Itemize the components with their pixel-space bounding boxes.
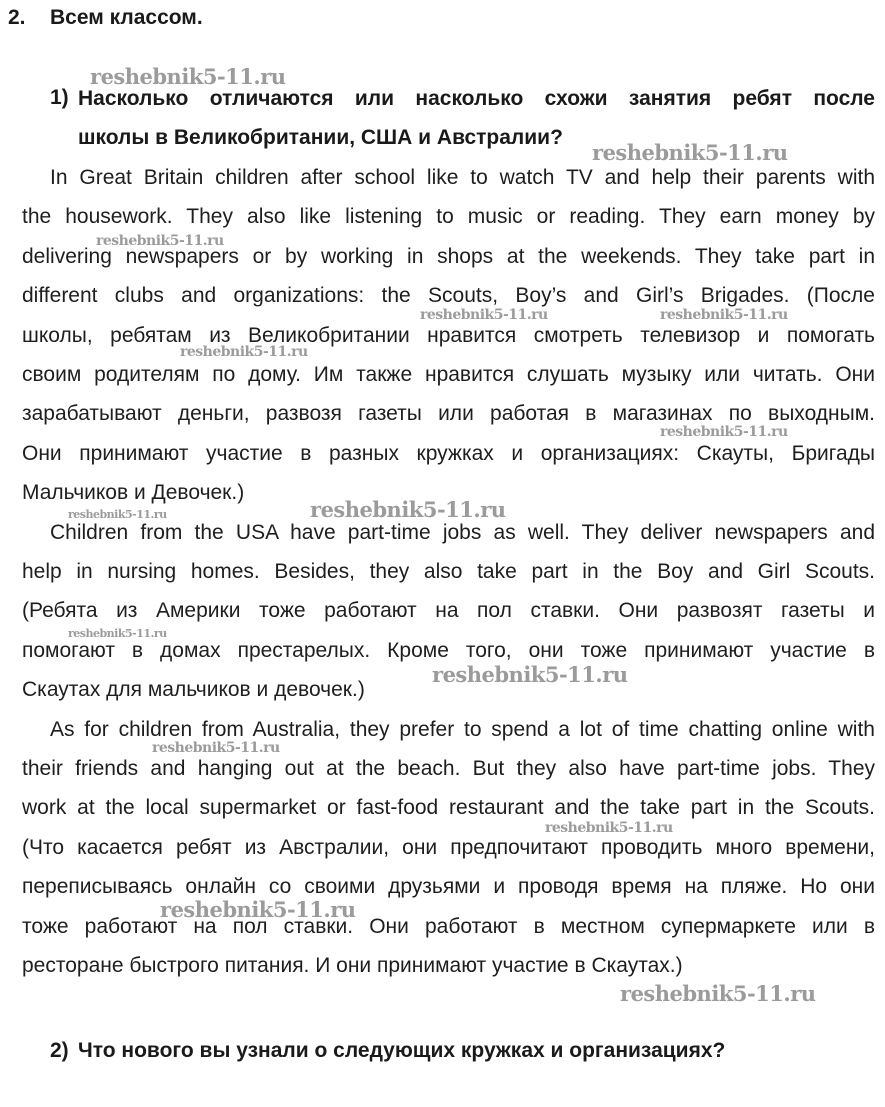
question-1-number: 1) — [50, 86, 69, 109]
watermark-logo: reshebnik5-11.ru — [160, 897, 356, 922]
paragraph-line: their friends and hanging out at the beach. But they also have part-time jobs. They — [22, 757, 875, 780]
paragraph-line: Скаутах для мальчиков и девочек.) — [22, 678, 365, 701]
watermark-logo: reshebnik5-11.ru — [96, 233, 224, 249]
paragraph-line: different clubs and organizations: the Scouts, Boy’s and Girl’s Brigades. (После — [22, 284, 875, 307]
paragraph-line: (Ребята из Америки тоже работают на пол ставки. Они развозят газеты и — [22, 599, 875, 622]
paragraph-line: help in nursing homes. Besides, they also take part in the Boy and Girl Scouts. — [22, 560, 875, 583]
task-title: Всем классом. — [50, 6, 203, 29]
paragraph-line: зарабатывают деньги, развозя газеты или работая в магазинах по выходным. — [22, 402, 875, 425]
paragraph-line: своим родителям по дому. Им также нравится слушать музыку или читать. Они — [22, 363, 875, 386]
paragraph-line: delivering newspapers or by working in shops at the weekends. They take part in — [22, 245, 875, 268]
question-1-line: Насколько отличаются или насколько схожи занятия ребят после — [78, 87, 875, 110]
watermark-logo: reshebnik5-11.ru — [432, 662, 628, 687]
paragraph-line: ресторане быстрого питания. И они принимают участие в Скаутах.) — [22, 954, 683, 977]
watermark-logo: reshebnik5-11.ru — [68, 508, 167, 521]
task-number: 2. — [8, 6, 26, 29]
paragraph-line: In Great Britain children after school like to watch TV and help their parents with — [50, 166, 875, 189]
watermark-logo: reshebnik5-11.ru — [420, 307, 548, 323]
watermark-logo: reshebnik5-11.ru — [68, 627, 167, 640]
watermark-logo: reshebnik5-11.ru — [310, 497, 506, 522]
watermark-logo: reshebnik5-11.ru — [180, 344, 308, 360]
question-2-text: Что нового вы узнали о следующих кружках и организациях? — [78, 1039, 726, 1062]
paragraph-line: Мальчиков и Девочек.) — [22, 481, 245, 504]
watermark-logo: reshebnik5-11.ru — [660, 307, 788, 323]
paragraph-line: школы, ребятам из Великобритании нравится смотреть телевизор и помогать — [22, 324, 875, 347]
paragraph-line: As for children from Australia, they prefer to spend a lot of time chatting online with — [50, 718, 875, 741]
watermark-logo: reshebnik5-11.ru — [90, 64, 286, 89]
watermark-logo: reshebnik5-11.ru — [660, 424, 788, 440]
paragraph-line: the housework. They also like listening to music or reading. They earn money by — [22, 205, 875, 228]
watermark-logo: reshebnik5-11.ru — [545, 820, 673, 836]
paragraph-line: (Что касается ребят из Австралии, они предпочитают проводить много времени, — [22, 836, 875, 859]
paragraph-line: Они принимают участие в разных кружках и организациях: Скауты, Бригады — [22, 442, 875, 465]
paragraph-line: помогают в домах престарелых. Кроме того, они тоже принимают участие в — [22, 639, 875, 662]
watermark-logo: reshebnik5-11.ru — [152, 740, 280, 756]
paragraph-line: тоже работают на пол ставки. Они работают в местном супермаркете или в — [22, 915, 875, 938]
watermark-logo: reshebnik5-11.ru — [592, 140, 788, 165]
question-1-line: школы в Великобритании, США и Австралии? — [78, 126, 563, 149]
paragraph-line: work at the local supermarket or fast-food restaurant and the take part in the Scouts. — [22, 796, 875, 819]
question-2-number: 2) — [50, 1039, 69, 1062]
watermark-logo: reshebnik5-11.ru — [620, 981, 816, 1006]
paragraph-line: Children from the USA have part-time jobs as well. They deliver newspapers and — [50, 521, 875, 544]
paragraph-line: переписываясь онлайн со своими друзьями и проводя время на пляже. Но они — [22, 875, 875, 898]
